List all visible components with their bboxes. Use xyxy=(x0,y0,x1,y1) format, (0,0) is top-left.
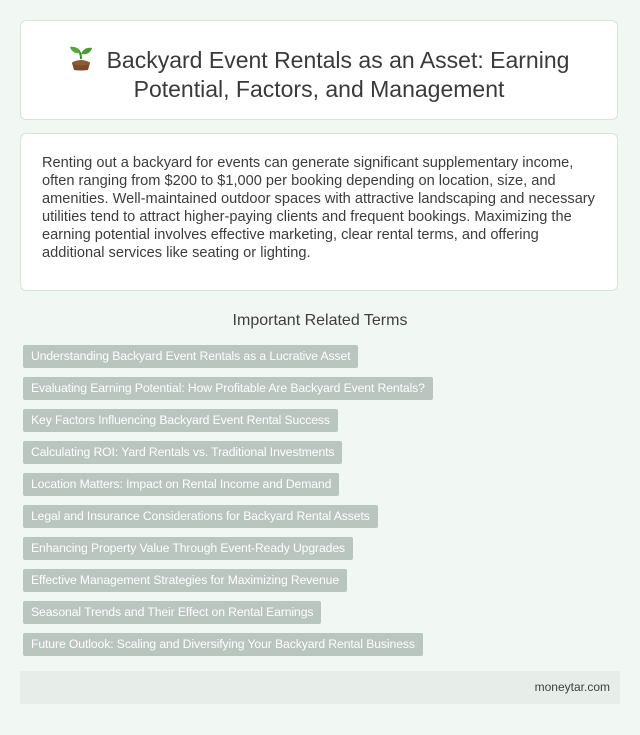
footer xyxy=(20,671,620,704)
page-title xyxy=(21,45,617,104)
related-term-link[interactable]: Future Outlook: Scaling and Diversifying Your Backyard Rental Business xyxy=(23,633,423,656)
related-term-link[interactable]: Calculating ROI: Yard Rentals vs. Traditional Investments xyxy=(23,441,342,464)
related-terms-list xyxy=(23,345,433,665)
seedling-icon xyxy=(69,45,93,71)
related-terms-heading: Important Related Terms xyxy=(232,312,408,329)
related-term-link[interactable]: Evaluating Earning Potential: How Profitable Are Backyard Event Rentals? xyxy=(23,377,433,400)
related-term-link[interactable]: Effective Management Strategies for Maximizing Revenue xyxy=(23,569,347,592)
footer-site-name: moneytar.com xyxy=(534,680,610,694)
description-card xyxy=(20,133,618,291)
related-term-link[interactable]: Understanding Backyard Event Rentals as a Lucrative Asset xyxy=(23,345,358,368)
related-term-link[interactable]: Key Factors Influencing Backyard Event Rental Success xyxy=(23,409,338,432)
description-text: Renting out a backyard for events can generate significant supplementary income, often ranging from $200 to $1,000 per booking depending on location, size, and amenities. Well-maintained outdoor spaces with attractive landscaping and necessary utilities tend to attract higher-paying clients and frequent bookings. Maximizing the earning potential involves effective marketing, clear rental terms, and offering additional services like seating or lighting. xyxy=(42,155,595,261)
title-card xyxy=(20,20,618,120)
related-term-link[interactable]: Enhancing Property Value Through Event-Ready Upgrades xyxy=(23,537,353,560)
related-term-link[interactable]: Location Matters: Impact on Rental Income and Demand xyxy=(23,473,339,496)
related-term-link[interactable]: Legal and Insurance Considerations for Backyard Rental Assets xyxy=(23,505,378,528)
related-term-link[interactable]: Seasonal Trends and Their Effect on Rental Earnings xyxy=(23,601,321,624)
title-text: Backyard Event Rentals as an Asset: Earning Potential, Factors, and Management xyxy=(106,47,570,102)
